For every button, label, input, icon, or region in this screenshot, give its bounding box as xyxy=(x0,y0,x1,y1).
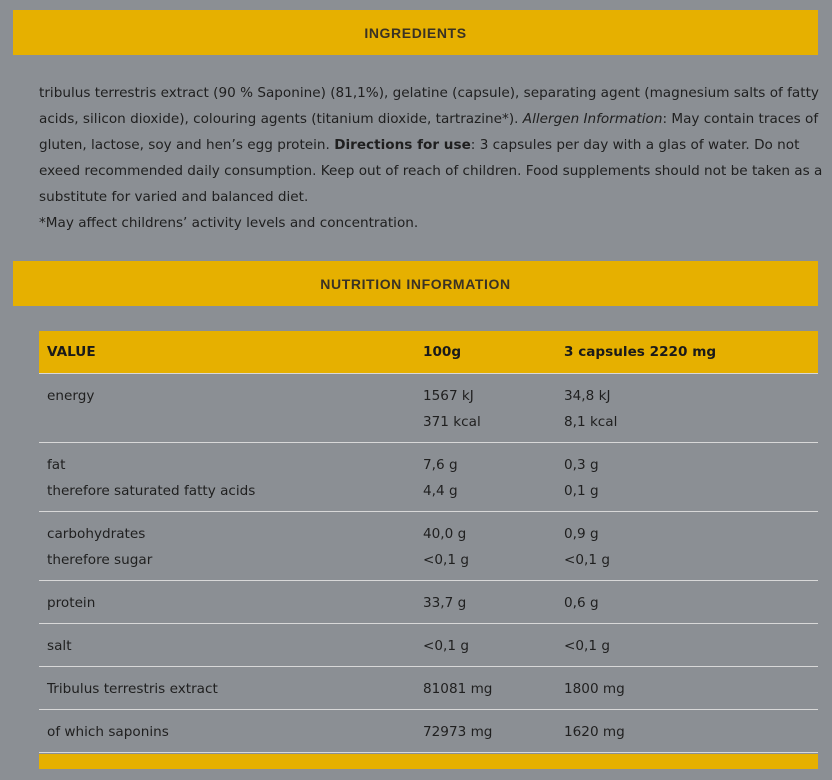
per-serving-value: 34,8 kJ xyxy=(564,388,611,404)
nutrient-label: energy xyxy=(47,388,95,404)
per-100g-value: 81081 mg xyxy=(423,681,493,697)
per-serving-value: 0,3 g xyxy=(564,457,599,473)
directions-label: Directions for use xyxy=(334,137,471,153)
nutrition-title: NUTRITION INFORMATION xyxy=(320,275,511,292)
nutrient-label-cell xyxy=(39,443,415,512)
allergen-label: Allergen Information xyxy=(522,111,663,127)
ingredients-list-text: tribulus terrestris extract (90 % Saponine) (81,1%), gelatine (capsule), separating agent (magnesium salts of fatty acids, silicon dioxide), colouring agents (titanium dioxide, tartrazine*). xyxy=(39,85,819,127)
ingredients-footnote: *May affect childrens’ activity levels and concentration. xyxy=(39,215,419,231)
nutrition-header-row xyxy=(39,331,818,374)
table-row xyxy=(39,624,818,667)
nutrient-sub-label: therefore saturated fatty acids xyxy=(47,483,256,499)
per-serving-cell xyxy=(556,581,818,624)
nutrient-label-cell xyxy=(39,624,415,667)
per-100g-value: <0,1 g xyxy=(423,552,469,568)
nutrient-label: carbohydrates xyxy=(47,526,146,542)
nutrient-label-cell xyxy=(39,667,415,710)
per-100g-cell xyxy=(415,581,556,624)
per-serving-value: 0,9 g xyxy=(564,526,599,542)
ingredients-header xyxy=(13,10,818,55)
per-100g-value: <0,1 g xyxy=(423,638,469,654)
per-serving-cell xyxy=(556,374,818,443)
column-header-100g: 100g xyxy=(415,331,556,374)
per-100g-value: 371 kcal xyxy=(423,414,481,430)
per-100g-cell xyxy=(415,710,556,753)
nutrient-label: salt xyxy=(47,638,72,654)
table-row xyxy=(39,710,818,753)
per-serving-cell xyxy=(556,710,818,753)
per-serving-value: 0,6 g xyxy=(564,595,599,611)
nutrient-label-cell xyxy=(39,710,415,753)
nutrition-header xyxy=(13,261,818,306)
per-100g-cell xyxy=(415,443,556,512)
column-header-value: VALUE xyxy=(39,331,415,374)
per-serving-cell xyxy=(556,624,818,667)
nutrient-label: fat xyxy=(47,457,66,473)
per-serving-value: 0,1 g xyxy=(564,483,599,499)
nutrient-label: protein xyxy=(47,595,96,611)
ingredients-paragraph xyxy=(39,80,824,210)
per-100g-value: 33,7 g xyxy=(423,595,467,611)
per-serving-cell xyxy=(556,443,818,512)
nutrient-label-cell xyxy=(39,581,415,624)
nutrient-label: of which saponins xyxy=(47,724,169,740)
allergen-text: : May contain traces of gluten, lactose, soy and hen’s egg protein. xyxy=(39,111,819,153)
nutrient-label-cell xyxy=(39,512,415,581)
table-row xyxy=(39,581,818,624)
table-footer-bar xyxy=(39,754,818,769)
per-serving-value: 1620 mg xyxy=(564,724,625,740)
per-100g-cell xyxy=(415,374,556,443)
nutrition-table xyxy=(39,331,818,753)
per-100g-value: 72973 mg xyxy=(423,724,493,740)
per-100g-value: 1567 kJ xyxy=(423,388,474,404)
per-serving-value: <0,1 g xyxy=(564,552,610,568)
per-serving-cell xyxy=(556,667,818,710)
table-row xyxy=(39,667,818,710)
ingredients-title: INGREDIENTS xyxy=(364,24,467,41)
nutrient-label-cell xyxy=(39,374,415,443)
per-100g-value: 7,6 g xyxy=(423,457,458,473)
table-row xyxy=(39,512,818,581)
per-serving-value: 1800 mg xyxy=(564,681,625,697)
table-row xyxy=(39,443,818,512)
per-100g-value: 4,4 g xyxy=(423,483,458,499)
table-row xyxy=(39,374,818,443)
directions-text: : 3 capsules per day with a glas of water. Do not exeed recommended daily consumption. Keep out of reach of children. Food supplements should not be taken as a substitute for varied and balanced diet. xyxy=(39,137,823,205)
per-100g-cell xyxy=(415,512,556,581)
per-100g-cell xyxy=(415,624,556,667)
nutrient-label: Tribulus terrestris extract xyxy=(47,681,218,697)
per-100g-value: 40,0 g xyxy=(423,526,467,542)
column-header-serving: 3 capsules 2220 mg xyxy=(556,331,818,374)
per-serving-value: 8,1 kcal xyxy=(564,414,618,430)
nutrient-sub-label: therefore sugar xyxy=(47,552,153,568)
per-100g-cell xyxy=(415,667,556,710)
ingredients-text xyxy=(39,80,824,236)
per-serving-cell xyxy=(556,512,818,581)
per-serving-value: <0,1 g xyxy=(564,638,610,654)
